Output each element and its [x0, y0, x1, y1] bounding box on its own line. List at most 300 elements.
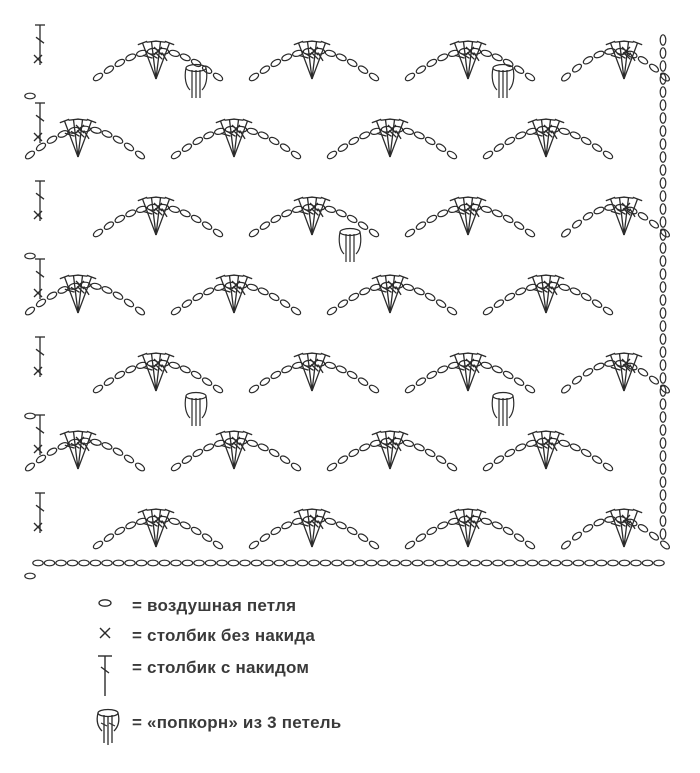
chain-stitch — [326, 306, 338, 316]
chain-stitch — [203, 131, 215, 140]
chain-stitch — [660, 477, 666, 487]
chain-stitch — [326, 150, 338, 160]
chain-stitch — [67, 560, 77, 566]
chain-stitch — [524, 72, 536, 82]
single-crochet — [544, 437, 552, 445]
chain-stitch — [515, 443, 527, 452]
chain-stitch — [309, 560, 319, 566]
double-crochet — [225, 275, 236, 313]
chain-stitch — [660, 87, 666, 97]
chain-stitch — [660, 61, 666, 71]
double-crochet — [615, 197, 626, 235]
chain-stitch — [582, 367, 594, 377]
double-crochet — [311, 353, 321, 391]
chain-stitch — [660, 100, 666, 110]
chain-stitch — [114, 214, 126, 224]
chain-stitch — [192, 448, 204, 458]
legend-double-crochet — [92, 652, 512, 704]
chain-stitch — [562, 560, 572, 566]
chain-stitch — [337, 298, 349, 308]
chain-stitch — [435, 298, 447, 308]
chain-stitch — [212, 72, 224, 82]
chain-stitch — [325, 205, 337, 213]
single-crochet — [154, 515, 162, 523]
chain-stitch — [270, 58, 282, 68]
chain-stitch — [368, 228, 380, 238]
chain-stitch — [212, 384, 224, 394]
chain-stitch — [660, 113, 666, 123]
chain-stitch — [337, 142, 349, 152]
chain-stitch — [134, 306, 146, 317]
chain-stitch — [415, 532, 427, 542]
chain-stitch — [240, 560, 250, 566]
chain-stitch — [435, 560, 445, 566]
double-crochet — [467, 197, 477, 235]
double-crochet — [35, 181, 45, 221]
chain-stitch — [357, 64, 369, 74]
chain-stitch — [426, 214, 438, 224]
double-crochet — [155, 509, 165, 547]
chain-stitch — [539, 560, 549, 566]
chain-stitch — [24, 150, 36, 161]
double-crochet — [35, 25, 45, 65]
chain-stitch — [560, 72, 572, 83]
double-crochet — [77, 119, 87, 157]
double-crochet — [389, 275, 399, 313]
chain-stitch — [573, 560, 583, 566]
chain-stitch — [413, 443, 425, 452]
double-crochet — [303, 41, 314, 79]
chain-stitch — [660, 347, 666, 357]
chain-stitch — [182, 560, 192, 566]
chain-stitch — [593, 206, 605, 215]
chain-stitch — [660, 243, 666, 253]
double-crochet — [459, 509, 470, 547]
single-crochet — [34, 445, 42, 453]
double-crochet — [467, 509, 477, 547]
double-crochet — [233, 119, 243, 157]
double-crochet — [69, 431, 80, 469]
chain-stitch — [582, 523, 594, 533]
chain-stitch — [660, 412, 666, 422]
chain-stitch — [415, 376, 427, 386]
chain-stitch — [481, 205, 493, 213]
double-crochet — [303, 353, 314, 391]
chain-stitch — [355, 560, 365, 566]
chain-stitch — [281, 53, 293, 62]
chain-stitch — [281, 209, 293, 218]
double-crochet — [623, 353, 633, 391]
chain-stitch — [660, 373, 666, 383]
chain-stitch — [33, 560, 43, 566]
single-crochet — [34, 289, 42, 297]
chain-stitch — [114, 370, 126, 380]
chain-stitch — [585, 560, 595, 566]
double-crochet — [35, 415, 45, 455]
double-crochet — [623, 197, 633, 235]
single-crochet — [310, 359, 318, 367]
chain-stitch — [482, 306, 494, 316]
chain-stitch — [493, 454, 505, 464]
chain-stitch — [435, 142, 447, 152]
chain-stitch — [404, 72, 416, 82]
single-crochet — [34, 367, 42, 375]
single-crochet — [34, 133, 42, 141]
chain-stitch — [591, 142, 603, 152]
chain-stitch — [203, 443, 215, 452]
chain-stitch — [515, 287, 527, 296]
chain-stitch — [270, 526, 282, 536]
double-crochet — [147, 197, 158, 235]
chain-stitch — [46, 135, 58, 145]
double-crochet — [303, 197, 314, 235]
chain-stitch — [212, 540, 224, 550]
chain-stitch — [359, 287, 371, 296]
legend-popcorn-label: = «попкорн» из 3 петель — [132, 713, 342, 732]
chain-stitch — [24, 306, 36, 317]
double-crochet — [389, 431, 399, 469]
single-crochet — [388, 125, 396, 133]
chain-stitch — [571, 531, 583, 542]
double-crochet — [459, 197, 470, 235]
chain-stitch — [359, 443, 371, 452]
chain-stitch — [426, 526, 438, 536]
single-crochet — [466, 359, 474, 367]
chain-stitch — [125, 365, 137, 374]
chain-stitch — [320, 560, 330, 566]
chain-stitch-icon — [92, 590, 122, 620]
chain-stitch — [125, 53, 137, 62]
legend-single-crochet-label: = столбик без накида — [132, 626, 315, 645]
chain-stitch — [426, 58, 438, 68]
chain-stitch — [257, 287, 269, 296]
chain-stitch — [660, 295, 666, 305]
chain-stitch — [212, 228, 224, 238]
chain-stitch — [458, 560, 468, 566]
chain-stitch — [192, 292, 204, 302]
chain-stitch — [346, 526, 358, 536]
chain-stitch — [446, 306, 458, 316]
chain-stitch — [580, 136, 592, 146]
double-crochet — [225, 431, 236, 469]
chain-stitch — [591, 454, 603, 464]
chain-stitch — [404, 540, 416, 550]
single-crochet — [544, 125, 552, 133]
double-crochet — [35, 103, 45, 143]
chain-stitch — [401, 560, 411, 566]
chain-stitch — [513, 64, 525, 74]
chain-stitch — [346, 58, 358, 68]
chain-stitch — [112, 135, 124, 145]
chain-stitch — [123, 142, 135, 153]
chain-stitch — [524, 228, 536, 238]
chain-stitch — [169, 361, 181, 369]
chain-stitch — [290, 462, 302, 472]
chain-stitch — [513, 532, 525, 542]
chain-stitch — [660, 360, 666, 370]
chain-stitch — [660, 425, 666, 435]
popcorn — [185, 65, 207, 99]
chain-stitch — [90, 126, 101, 134]
chain-stitch — [279, 142, 291, 152]
chain-stitch — [660, 516, 666, 526]
chain-stitch — [569, 287, 581, 296]
chain-stitch — [481, 560, 491, 566]
chain-stitch — [248, 228, 260, 238]
chain-stitch — [92, 540, 104, 550]
chain-stitch — [259, 532, 271, 542]
chain-stitch — [281, 365, 293, 374]
chain-stitch — [481, 361, 493, 369]
chain-stitch — [493, 560, 503, 566]
double-crochet — [69, 275, 80, 313]
popcorn — [492, 393, 514, 427]
double-crochet — [311, 509, 321, 547]
chain-stitch — [346, 370, 358, 380]
single-crochet — [466, 203, 474, 211]
chain-stitch — [335, 521, 347, 530]
chain-stitch — [660, 503, 666, 513]
double-crochet — [545, 119, 555, 157]
chain-stitch — [348, 292, 360, 302]
chain-stitch — [181, 298, 193, 308]
chain-stitch — [101, 441, 113, 450]
chain-stitch — [346, 214, 358, 224]
chain-stitch — [524, 540, 536, 550]
chain-stitch — [659, 384, 671, 395]
chain-stitch — [426, 370, 438, 380]
chain-stitch — [125, 521, 137, 530]
chain-stitch — [259, 64, 271, 74]
chain-stitch — [403, 127, 415, 135]
chain-stitch — [608, 560, 618, 566]
double-crochet — [77, 431, 87, 469]
single-crochet — [76, 437, 84, 445]
double-crochet — [147, 509, 158, 547]
chain-stitch — [179, 365, 191, 374]
single-crochet — [34, 211, 42, 219]
chain-stitch — [134, 462, 146, 473]
chain-stitch — [560, 540, 572, 551]
chain-stitch — [660, 191, 666, 201]
chain-stitch — [660, 217, 666, 227]
single-crochet — [76, 281, 84, 289]
chain-stitch — [148, 560, 158, 566]
chain-stitch — [637, 367, 649, 377]
chain-stitch — [169, 49, 181, 57]
double-crochet — [389, 119, 399, 157]
chain-stitch — [190, 58, 202, 68]
chain-stitch — [660, 269, 666, 279]
double-crochet — [537, 431, 548, 469]
chain-stitch — [112, 291, 124, 301]
chain-stitch — [368, 384, 380, 394]
chain-stitch — [44, 560, 54, 566]
chain-stitch — [550, 560, 560, 566]
chain-stitch — [179, 521, 191, 530]
chain-stitch — [660, 165, 666, 175]
double-crochet — [537, 119, 548, 157]
double-crochet — [615, 41, 626, 79]
chain-stitch — [560, 384, 572, 395]
chain-stitch — [437, 521, 449, 530]
chain-stitch — [123, 454, 135, 465]
single-crochet — [34, 55, 42, 63]
chain-stitch — [357, 220, 369, 230]
chain-stitch — [259, 376, 271, 386]
chain-stitch — [181, 142, 193, 152]
chain-stitch — [343, 560, 353, 566]
double-crochet — [311, 41, 321, 79]
chain-stitch — [481, 49, 493, 57]
chain-stitch — [648, 63, 660, 74]
chain-stitch — [527, 560, 537, 566]
chain-stitch — [559, 127, 571, 135]
chain-stitch — [46, 291, 58, 301]
chain-stitch — [366, 560, 376, 566]
chain-stitch — [437, 209, 449, 218]
chain-stitch — [413, 287, 425, 296]
chain-stitch — [659, 228, 671, 239]
double-crochet — [381, 275, 392, 313]
double-crochet — [147, 41, 158, 79]
chain-stitch — [559, 283, 571, 291]
double-crochet — [233, 431, 243, 469]
chain-stitch — [660, 139, 666, 149]
chain-stitch — [437, 365, 449, 374]
chain-stitch — [631, 560, 641, 566]
chain-stitch — [437, 53, 449, 62]
single-crochet — [310, 515, 318, 523]
chain-stitch — [660, 256, 666, 266]
chain-stitch — [571, 375, 583, 386]
chain-stitch — [491, 365, 503, 374]
double-crochet — [623, 509, 633, 547]
chain-stitch — [134, 150, 146, 161]
chain-stitch — [170, 306, 182, 316]
double-crochet — [155, 41, 165, 79]
chain-stitch — [114, 58, 126, 68]
single-crochet — [232, 281, 240, 289]
chain-stitch — [251, 560, 261, 566]
chain-stitch — [125, 560, 135, 566]
chain-stitch — [79, 560, 89, 566]
chain-stitch — [337, 454, 349, 464]
chain-stitch — [102, 560, 112, 566]
chain-stitch — [270, 214, 282, 224]
chain-stitch — [326, 462, 338, 472]
single-crochet — [76, 125, 84, 133]
chain-stitch — [332, 560, 342, 566]
chain-stitch — [248, 72, 260, 82]
double-crochet — [69, 119, 80, 157]
chain-stitch — [335, 53, 347, 62]
chain-stitch — [263, 560, 273, 566]
chain-stitch — [290, 306, 302, 316]
chain-stitch — [424, 560, 434, 566]
chain-stitch — [25, 573, 35, 579]
chain-stitch — [660, 451, 666, 461]
double-crochet — [311, 197, 321, 235]
chain-stitch — [524, 384, 536, 394]
double-crochet — [615, 509, 626, 547]
chain-stitch — [493, 298, 505, 308]
chain-stitch — [504, 560, 514, 566]
chain-stitch — [493, 142, 505, 152]
single-crochet — [232, 125, 240, 133]
chain-stitch — [504, 292, 516, 302]
chain-stitch — [170, 150, 182, 160]
chain-stitch — [491, 209, 503, 218]
chain-stitch — [325, 49, 337, 57]
chain-stitch — [569, 131, 581, 140]
chain-stitch — [205, 560, 215, 566]
chain-stitch — [46, 447, 58, 457]
chain-stitch — [179, 53, 191, 62]
chain-stitch — [325, 517, 337, 525]
chain-stitch — [159, 560, 169, 566]
chain-stitch — [113, 560, 123, 566]
chain-stitch — [24, 462, 36, 473]
chain-stitch — [248, 540, 260, 550]
chain-stitch — [181, 454, 193, 464]
chain-stitch — [619, 560, 629, 566]
legend-chain-label: = воздушная петля — [132, 596, 297, 615]
double-crochet — [155, 353, 165, 391]
chain-stitch — [403, 439, 415, 447]
single-crochet — [466, 515, 474, 523]
chain-stitch — [217, 560, 227, 566]
single-crochet — [544, 281, 552, 289]
chain-stitch — [435, 454, 447, 464]
chain-stitch — [103, 220, 115, 230]
double-crochet — [459, 41, 470, 79]
double-crochet — [77, 275, 87, 313]
chain-stitch — [194, 560, 204, 566]
double-crochet-icon — [92, 652, 122, 704]
legend-single-crochet — [92, 620, 512, 656]
chain-stitch — [247, 283, 259, 291]
chain-stitch — [593, 50, 605, 59]
double-crochet — [225, 119, 236, 157]
chain-stitch — [247, 127, 259, 135]
chain-stitch — [335, 365, 347, 374]
chain-stitch — [482, 150, 494, 160]
chain-stitch — [660, 126, 666, 136]
chain-stitch — [368, 540, 380, 550]
chain-stitch — [660, 529, 666, 539]
chain-stitch — [602, 306, 614, 316]
chain-stitch — [281, 521, 293, 530]
chain-stitch — [359, 131, 371, 140]
single-crochet — [154, 203, 162, 211]
chain-stitch — [516, 560, 526, 566]
legend-popcorn — [92, 705, 512, 749]
chain-stitch — [274, 560, 284, 566]
single-crochet — [310, 47, 318, 55]
chain-stitch — [491, 53, 503, 62]
chain-stitch — [660, 438, 666, 448]
single-crochet — [466, 47, 474, 55]
chain-stitch — [103, 376, 115, 386]
chain-stitch — [424, 136, 436, 146]
double-crochet — [537, 275, 548, 313]
chain-stitch — [101, 129, 113, 138]
chain-stitch — [248, 384, 260, 394]
single-crochet — [388, 281, 396, 289]
chain-stitch — [654, 560, 664, 566]
chain-stitch — [90, 438, 101, 446]
